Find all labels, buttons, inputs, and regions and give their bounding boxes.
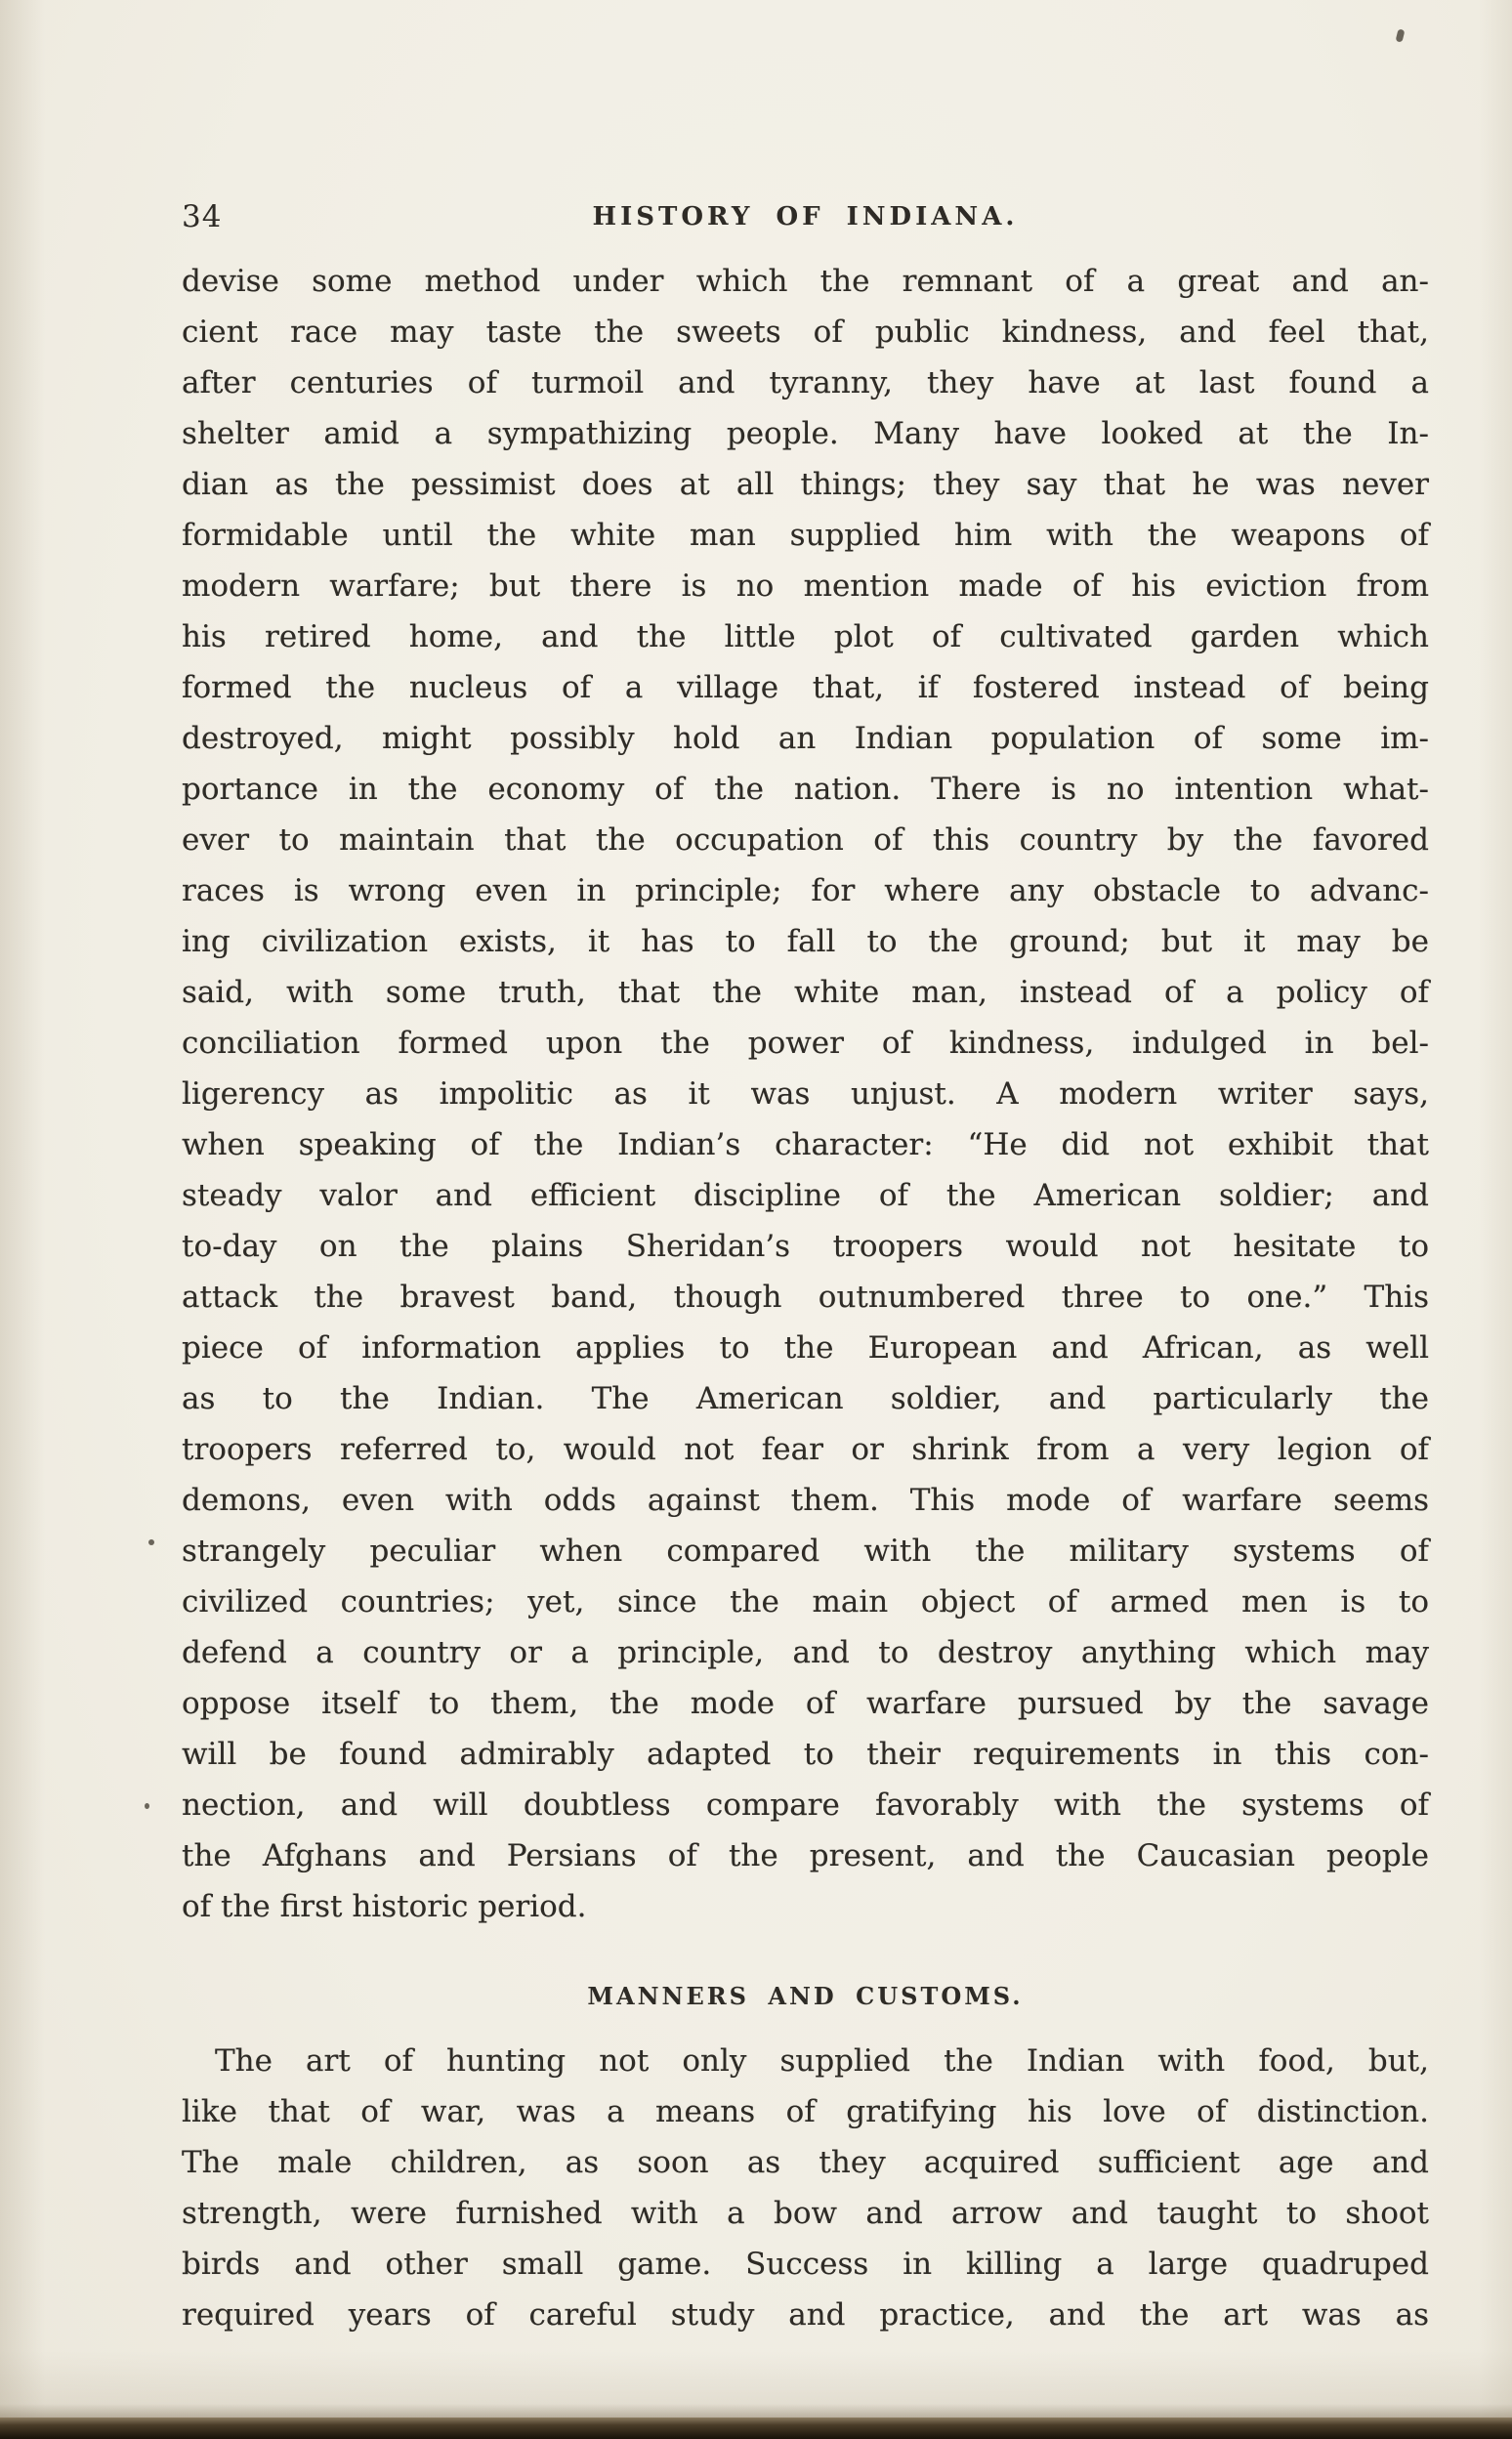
text-line: demons, even with odds against them. This mode of warfare seems (182, 1483, 1429, 1518)
text-line: said, with some truth, that the white man, instead of a policy of (182, 975, 1429, 1010)
text-line: devise some method under which the remnant of a great and an- (182, 264, 1429, 299)
text-line: to-day on the plains Sheridan’s troopers would not hesitate to (182, 1229, 1429, 1264)
text-line: ligerency as impolitic as it was unjust. A modern writer says, (182, 1076, 1429, 1112)
text-line: ing civilization exists, it has to fall to the ground; but it may be (182, 924, 1429, 959)
text-block (182, 256, 1429, 2340)
text-line: The male children, as soon as they acquired sufficient age and (182, 2145, 1429, 2180)
text-line: shelter amid a sympathizing people. Many have looked at the In- (182, 416, 1429, 451)
text-line: birds and other small game. Success in killing a large quadruped (182, 2247, 1429, 2282)
text-line: ever to maintain that the occupation of this country by the favored (182, 822, 1429, 858)
text-line: portance in the economy of the nation. There is no intention what- (182, 772, 1429, 807)
text-line: like that of war, was a means of gratifying his love of distinction. (182, 2094, 1429, 2129)
text-line: the Afghans and Persians of the present, and the Caucasian people (182, 1838, 1429, 1873)
text-line: oppose itself to them, the mode of warfare pursued by the savage (182, 1686, 1429, 1721)
text-line: civilized countries; yet, since the main object of armed men is to (182, 1584, 1429, 1619)
text-line: races is wrong even in principle; for where any obstacle to advanc- (182, 873, 1429, 908)
paragraph-manners-customs (182, 2036, 1429, 2340)
scan-speck (145, 1803, 149, 1809)
text-line: will be found admirably adapted to their requirements in this con- (182, 1737, 1429, 1772)
text-line: conciliation formed upon the power of kindness, indulged in bel- (182, 1026, 1429, 1061)
text-line: when speaking of the Indian’s character: “He did not exhibit that (182, 1127, 1429, 1162)
text-line: after centuries of turmoil and tyranny, they have at last found a (182, 365, 1429, 400)
scan-speck (148, 1539, 154, 1545)
scan-edge-bottom (0, 2418, 1512, 2439)
text-line: dian as the pessimist does at all things; they say that he was never (182, 467, 1429, 502)
text-line: destroyed, might possibly hold an Indian population of some im- (182, 721, 1429, 756)
text-line: steady valor and efficient discipline of the American soldier; and (182, 1178, 1429, 1213)
scan-speck (1396, 28, 1406, 42)
page-number: 34 (182, 199, 223, 234)
text-line: defend a country or a principle, and to destroy anything which may (182, 1635, 1429, 1670)
text-line: modern warfare; but there is no mention made of his eviction from (182, 568, 1429, 604)
running-title: HISTORY OF INDIANA. (592, 202, 1019, 231)
text-line: piece of information applies to the European and African, as well (182, 1330, 1429, 1366)
text-line: troopers referred to, would not fear or shrink from a very legion of (182, 1432, 1429, 1467)
text-line: The art of hunting not only supplied the Indian with food, but, (215, 2043, 1429, 2079)
text-line: formidable until the white man supplied him with the weapons of (182, 518, 1429, 553)
text-line: nection, and will doubtless compare favorably with the systems of (182, 1787, 1429, 1823)
text-line: formed the nucleus of a village that, if fostered instead of being (182, 670, 1429, 705)
running-head (182, 199, 1429, 238)
text-line: strength, were furnished with a bow and arrow and taught to shoot (182, 2196, 1429, 2231)
section-heading: MANNERS AND CUSTOMS. (587, 1982, 1024, 2010)
text-line: cient race may taste the sweets of public kindness, and feel that, (182, 315, 1429, 350)
text-line: his retired home, and the little plot of cultivated garden which (182, 619, 1429, 654)
text-line: required years of careful study and practice, and the art was as (182, 2297, 1429, 2333)
paragraph-main (182, 256, 1429, 1932)
text-line: attack the bravest band, though outnumbered three to one.” This (182, 1280, 1429, 1315)
text-line: of the first historic period. (182, 1889, 587, 1924)
text-line: as to the Indian. The American soldier, and particularly the (182, 1381, 1429, 1416)
text-line: strangely peculiar when compared with the military systems of (182, 1534, 1429, 1569)
